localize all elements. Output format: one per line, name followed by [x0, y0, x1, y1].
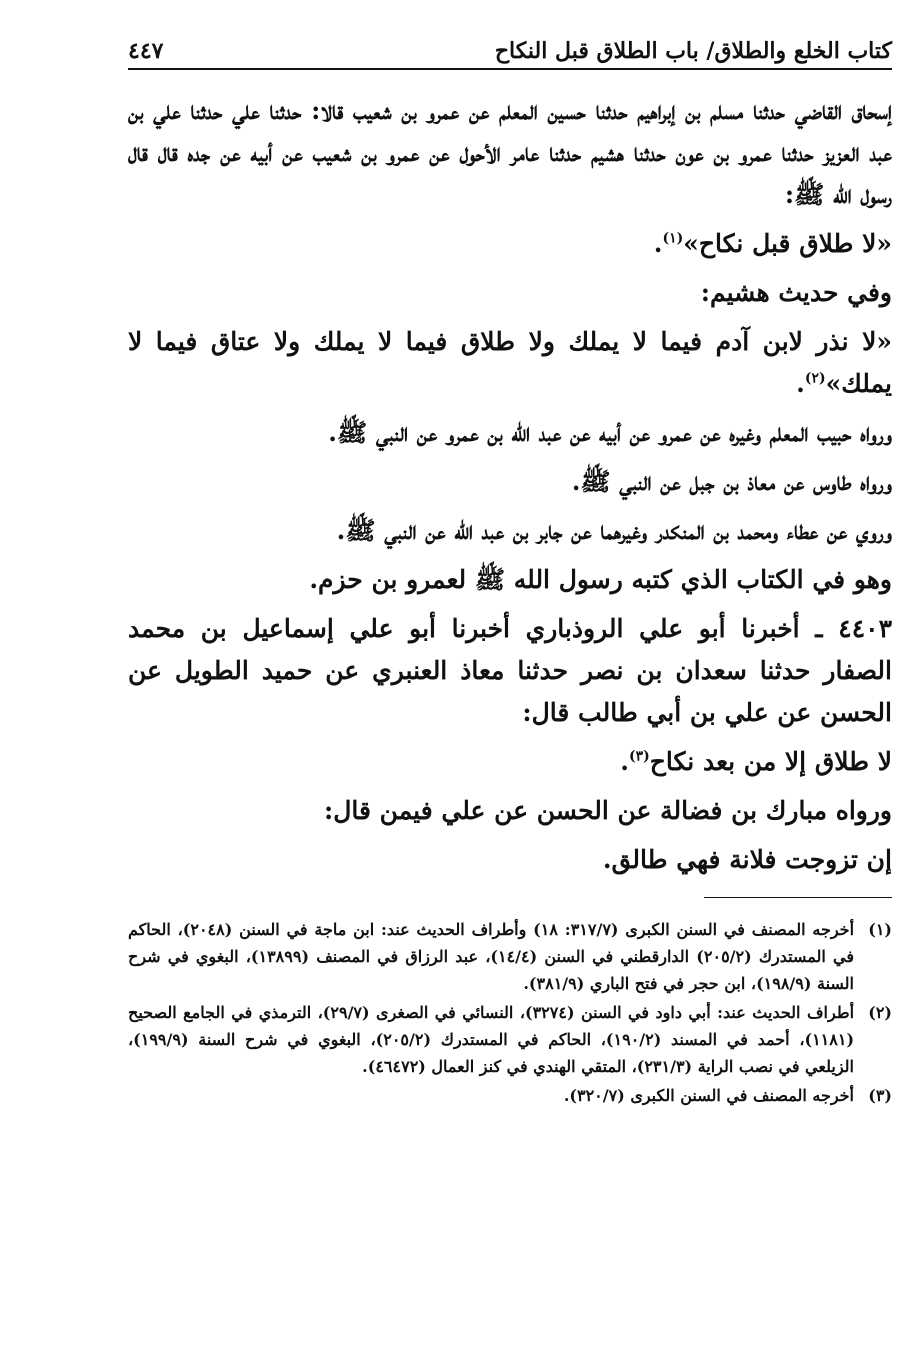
- period: .: [620, 747, 629, 776]
- athar-text: لا طلاق إلا من بعد نكاح: [649, 747, 892, 776]
- paragraph-3: وفي حديث هشيم:: [700, 278, 892, 307]
- period: .: [796, 369, 805, 398]
- footnote-text: أخرجه المصنف في السنن الكبرى (٣٢٠/٧).: [563, 1086, 854, 1105]
- paragraph-1: إسحاق القاضي حدثنا مسلم بن إبراهيم حدثنا حسين المعلم عن عمرو بن شعيب قالا: حدثنا علي حدثنا علي بن عبد العزيز حدثنا عمرو بن عون حدثنا هشيم حدثنا عامر الأحول عن عمرو بن شعيب عن أبيه عن جده قال قال رسول الله ﷺ:: [128, 96, 892, 209]
- running-header: [128, 26, 892, 70]
- paragraph-11: ورواه مبارك بن فضالة عن الحسن عن علي فيمن قال:: [324, 796, 892, 825]
- paragraph-8: وهو في الكتاب الذي كتبه رسول الله ﷺ لعمرو بن حزم.: [309, 565, 892, 594]
- paragraph-6: ورواه طاوس عن معاذ بن جبل عن النبي ﷺ.: [571, 467, 892, 496]
- footnote-ref-3[interactable]: (٣): [628, 748, 650, 765]
- footnote-text: أخرجه المصنف في السنن الكبرى (٣١٧/٧: ١٨) وأطراف الحديث عند: ابن ماجة في السنن (٢٠٤٨)، الحاكم في المستدرك (٢٠٥/٢) الدارقطني في السنن (١٤/٤)، عبد الرزاق في المصنف (١٣٨٩٩)، البغوي في شرح السنة (١٩٨/٩)، ابن حجر في فتح الباري (٣٨١/٩).: [128, 920, 855, 993]
- footnote-3: [128, 1082, 892, 1109]
- footnote-divider: [704, 897, 892, 898]
- paragraph-7: وروي عن عطاء ومحمد بن المنكدر وغيرهما عن جابر بن عبد الله عن النبي ﷺ.: [336, 516, 892, 545]
- paragraph-5: ورواه حبيب المعلم وغيره عن عمرو عن أبيه عن عبد الله بن عمرو عن النبي ﷺ.: [328, 418, 892, 447]
- hadith-text: «لا نذر لابن آدم فيما لا يملك ولا طلاق فيما لا يملك ولا عتاق فيما لا يملك»: [128, 327, 892, 398]
- footnote-number: (٢): [868, 1003, 892, 1022]
- main-text: [128, 90, 892, 881]
- footnote-2: [128, 999, 892, 1080]
- footnote-ref-1[interactable]: (١): [662, 230, 684, 247]
- paragraph-2: [128, 223, 892, 265]
- paragraph-9: ٤٤٠٣ ـ أخبرنا أبو علي الروذباري أخبرنا أبو علي إسماعيل بن محمد الصفار حدثنا سعدان بن نصر حدثنا معاذ العنبري عن حميد الطويل عن الحسن عن علي بن أبي طالب قال:: [128, 614, 892, 727]
- paragraph-12: إن تزوجت فلانة فهي طالق.: [602, 845, 892, 874]
- footnote-number: (١): [868, 920, 892, 939]
- footnote-number: (٣): [868, 1086, 892, 1105]
- hadith-text: «لا طلاق قبل نكاح»: [683, 229, 892, 258]
- footnote-text: أطراف الحديث عند: أبي داود في السنن (٣٢٧٤)، النسائي في الصغرى (٢٩/٧)، الترمذي في الجامع الصحيح (١١٨١)، أحمد في المسند (١٩٠/٢)، الحاكم في المستدرك (٢٠٥/٢)، البغوي في شرح السنة (١٩٩/٩)، الزيلعي في نصب الراية (٢٣١/٣)، المتقي الهندي في كنز العمال (٤٦٤٧٢).: [128, 1003, 855, 1076]
- page-number: ٤٤٧: [128, 38, 164, 64]
- book-page: [128, 26, 892, 1326]
- paragraph-4: [128, 321, 892, 405]
- paragraph-10: [128, 741, 892, 783]
- footnotes: [128, 916, 892, 1109]
- footnote-ref-2[interactable]: (٢): [804, 370, 826, 387]
- header-title: كتاب الخلع والطلاق/ باب الطلاق قبل النكاح: [494, 38, 892, 64]
- period: .: [653, 229, 663, 258]
- footnote-1: [128, 916, 892, 997]
